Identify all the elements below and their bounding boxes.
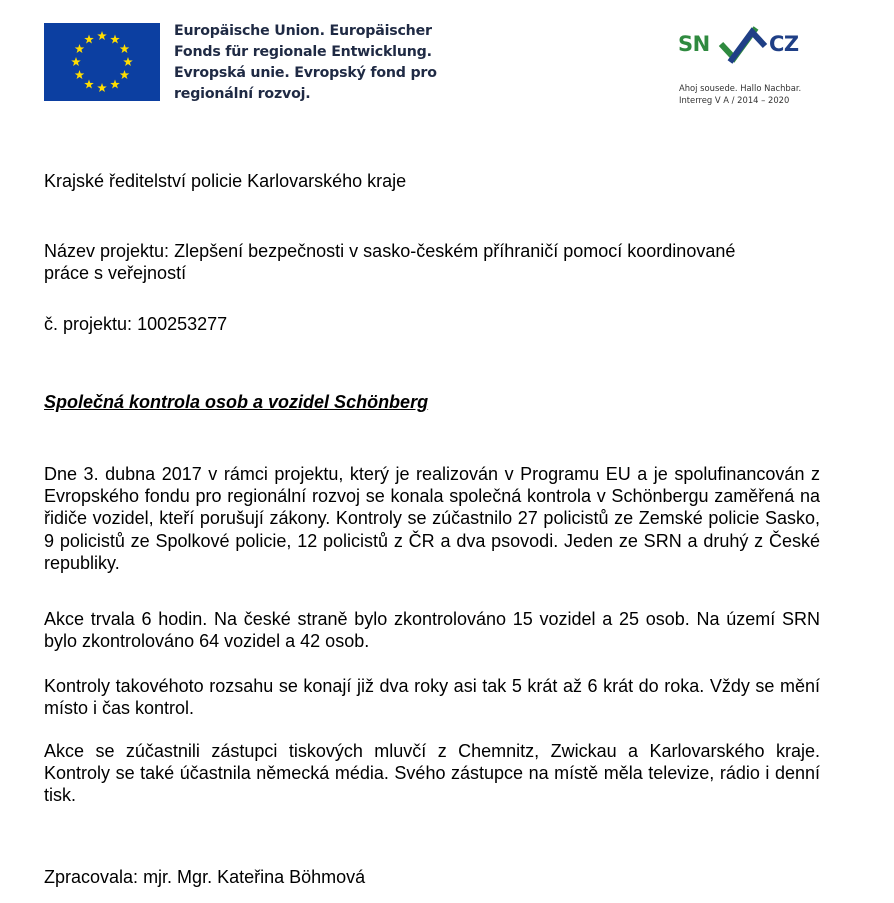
interreg-sn-cz-logo [676,22,816,112]
eu-flag-logo [44,23,160,101]
project-number [44,313,227,335]
project-name-value: Zlepšení bezpečnosti v sasko-českém příhraničí pomocí koordinované práce s veřejností [44,241,736,283]
document-title: Společná kontrola osob a vozidel Schönberg [44,392,429,412]
author-label: Zpracovala: [44,867,139,887]
eu-caption-line: Fonds für regionale Entwicklung. [174,44,432,60]
project-name [44,240,744,284]
institution-name: Krajské ředitelství policie Karlovarského kraje [44,171,407,191]
eu-caption-line: Europäische Union. Europäischer [174,23,432,39]
sn-label: SN [678,32,710,56]
eu-caption-line: Evropská unie. Evropský fond pro [174,65,437,81]
paragraph: Dne 3. dubna 2017 v rámci projektu, který je realizován v Programu EU a je spolufinancován z Evropského fondu pro regionální rozvoj se konala společná kontrola v Schönbergu zaměřená na řidiče vozidel, kteří porušují zákony. Kontroly se zúčastnilo 27 policistů ze Zemské policie Sasko, 9 policistů ze Spolkové policie, 12 policistů z ČR a dva psovodi. Jeden ze SRN a druhý z České republiky. [44,464,820,573]
project-number-label: č. projektu: [44,314,133,334]
program-period: Interreg V A / 2014 – 2020 [679,95,790,105]
eu-stars-icon [44,23,160,101]
cz-label: CZ [769,32,799,56]
paragraph: Akce se zúčastnili zástupci tiskových mluvčí z Chemnitz, Zwickau a Karlovarského kraje. Kontroly se také účastnila německá média. Svého zástupce na místě měla televize, rádio i denní tisk. [44,741,820,806]
author-name: mjr. Mgr. Kateřina Böhmová [143,867,366,887]
project-name-label: Název projektu: [44,241,170,261]
eu-fund-caption [174,21,474,105]
eu-caption-line: regionální rozvoj. [174,86,311,102]
tagline-text: Ahoj sousede. Hallo Nachbar. [679,83,802,93]
paragraph: Kontroly takovéhoto rozsahu se konají již dva roky asi tak 5 krát až 6 krát do roka. Vždy se mění místo i čas kontrol. [44,676,820,719]
project-number-value: 100253277 [137,314,228,334]
interlocking-arrows-icon [718,22,768,70]
author-line [44,866,365,888]
sn-cz-wordmark [676,22,816,74]
paragraph: Akce trvala 6 hodin. Na české straně bylo zkontrolováno 15 vozidel a 25 osob. Na území SRN bylo zkontrolováno 64 vozidel a 42 osob. [44,609,820,652]
program-tagline [679,82,801,106]
